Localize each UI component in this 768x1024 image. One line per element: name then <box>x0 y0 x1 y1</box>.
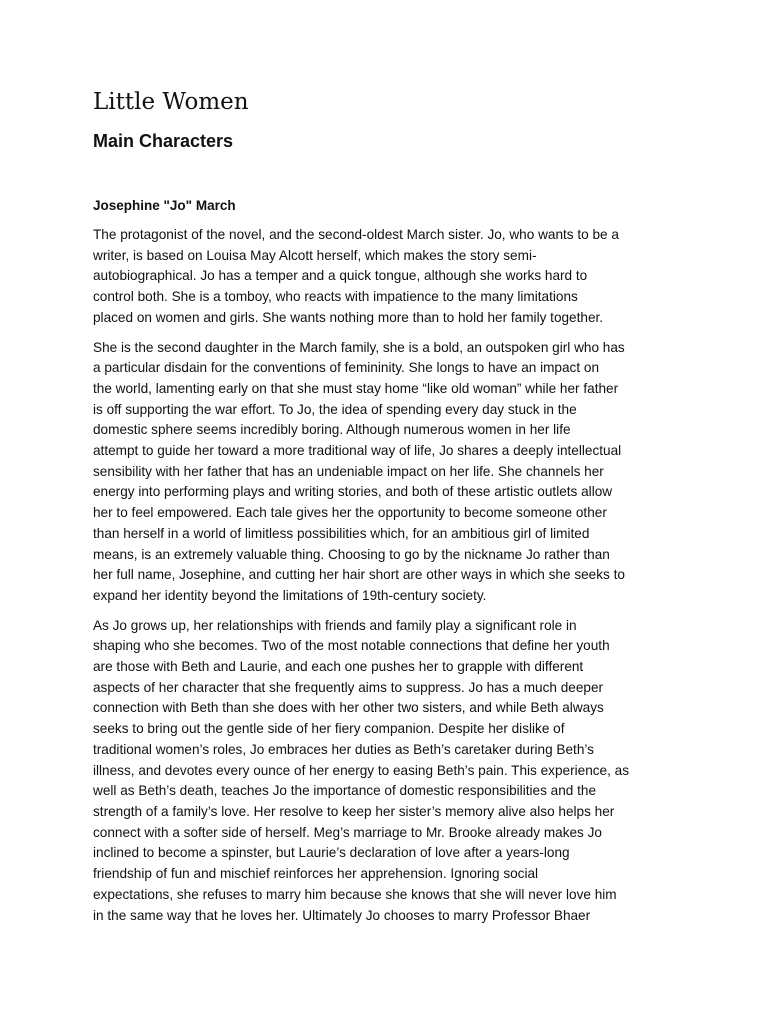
paragraph-line: well as Beth’s death, teaches Jo the importance of domestic responsibilities and the <box>93 783 597 799</box>
character-heading: Josephine "Jo" March <box>93 198 236 213</box>
paragraph-line: connection with Beth than she does with her other two sisters, and while Beth always <box>93 700 604 716</box>
document-title: Little Women <box>93 89 249 115</box>
paragraph-line: sensibility with her father that has an undeniable impact on her life. She channels her <box>93 463 604 479</box>
paragraph-line: illness, and devotes every ounce of her energy to easing Beth’s pain. This experience, as <box>93 762 630 778</box>
paragraph-line: is off supporting the war effort. To Jo, the idea of spending every day stuck in the <box>93 401 577 417</box>
paragraph-line: writer, is based on Louisa May Alcott herself, which makes the story semi- <box>93 247 537 263</box>
section-subtitle: Main Characters <box>93 131 234 151</box>
paragraph-line: in the same way that he loves her. Ultimately Jo chooses to marry Professor Bhaer <box>93 907 591 923</box>
paragraph-line: strength of a family’s love. Her resolve to keep her sister’s memory alive also helps her <box>93 803 615 819</box>
paragraph-line: autobiographical. Jo has a temper and a quick tongue, although she works hard to <box>93 268 588 284</box>
paragraph-line: seeks to bring out the gentle side of her fiery companion. Despite her dislike of <box>93 721 565 737</box>
paragraph-line: As Jo grows up, her relationships with friends and family play a significant role in <box>93 617 577 633</box>
paragraph-line: placed on women and girls. She wants nothing more than to hold her family together. <box>93 309 604 325</box>
paragraph-line: means, is an extremely valuable thing. Choosing to go by the nickname Jo rather than <box>93 546 610 562</box>
paragraph-line: expectations, she refuses to marry him because she knows that she will never love him <box>93 886 617 902</box>
paragraph-line: a particular disdain for the conventions of femininity. She longs to have an impact on <box>93 360 600 376</box>
paragraph-line: her to feel empowered. Each tale gives her the opportunity to become someone other <box>93 505 607 521</box>
paragraph-line: shaping who she becomes. Two of the most notable connections that define her youth <box>93 638 610 654</box>
paragraph-line: The protagonist of the novel, and the second-oldest March sister. Jo, who wants to be a <box>93 227 619 242</box>
paragraph-line: aspects of her character that she frequently aims to suppress. Jo has a much deeper <box>93 679 604 695</box>
paragraph-line: inclined to become a spinster, but Laurie’s declaration of love after a years-long <box>93 845 570 861</box>
paragraph-line: control both. She is a tomboy, who reacts with impatience to the many limitations <box>93 289 578 305</box>
paragraph-line: attempt to guide her toward a more traditional way of life, Jo shares a deeply intellectual <box>93 443 622 459</box>
paragraph-line: She is the second daughter in the March family, she is a bold, an outspoken girl who has <box>93 339 625 355</box>
paragraph-line: friendship of fun and mischief reinforces her apprehension. Ignoring social <box>93 866 539 882</box>
paragraph-line: her full name, Josephine, and cutting her hair short are other ways in which she seeks to <box>93 567 625 583</box>
paragraph-line: energy into performing plays and writing stories, and both of these artistic outlets allow <box>93 484 613 500</box>
paragraph <box>93 225 678 329</box>
paragraph-line: than herself in a world of limitless possibilities which, for an ambitious girl of limited <box>93 525 590 541</box>
paragraph-line: domestic sphere seems incredibly boring. Although numerous women in her life <box>93 422 571 438</box>
paragraph <box>93 338 678 607</box>
paragraph-line: traditional women’s roles, Jo embraces her duties as Beth’s caretaker during Beth’s <box>93 741 594 757</box>
paragraph-line: are those with Beth and Laurie, and each one pushes her to grapple with different <box>93 659 584 675</box>
paragraph-line: connect with a softer side of herself. Meg’s marriage to Mr. Brooke already makes Jo <box>93 824 602 840</box>
paragraph-line: the world, lamenting early on that she must stay home “like old woman” while her father <box>93 380 619 396</box>
document-page <box>93 86 678 926</box>
paragraph <box>93 616 678 927</box>
paragraph-line: expand her identity beyond the limitations of 19th-century society. <box>93 587 487 603</box>
